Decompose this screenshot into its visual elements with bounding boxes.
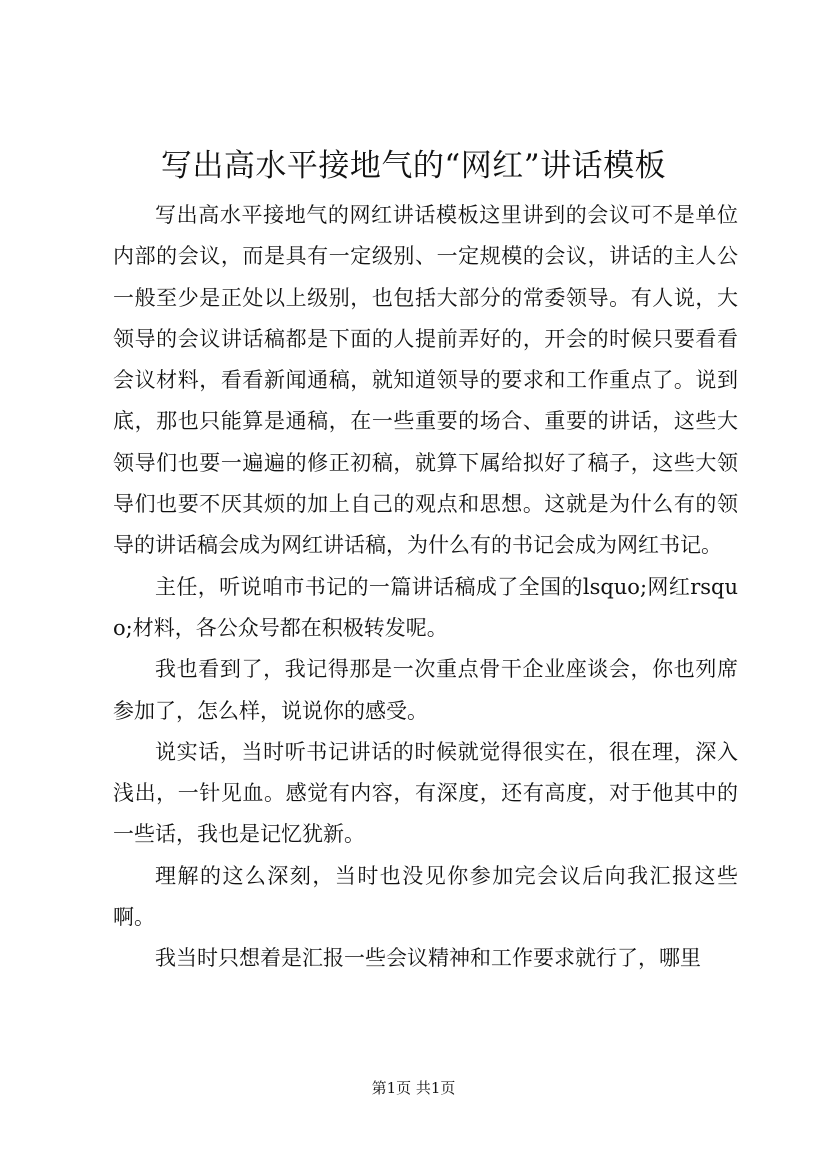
document-body <box>113 195 738 980</box>
paragraph: 主任，听说咱市书记的一篇讲话稿成了全国的lsquo;网红rsquo;材料，各公众号都在积极转发呢。 <box>113 574 738 640</box>
page-footer: 第1页 共1页 <box>371 1079 456 1097</box>
paragraph: 我也看到了，我记得那是一次重点骨干企业座谈会，你也列席参加了，怎么样，说说你的感受。 <box>113 657 738 723</box>
paragraph: 说实话，当时听书记讲话的时候就觉得很实在，很在理，深入浅出，一针见血。感觉有内容，有深度，还有高度，对于他其中的一些话，我也是记忆犹新。 <box>113 739 738 847</box>
paragraph: 写出高水平接地气的网红讲话模板这里讲到的会议可不是单位内部的会议，而是具有一定级别、一定规模的会议，讲话的主人公一般至少是正处以上级别，也包括大部分的常委领导。有人说，大领导的会议讲话稿都是下面的人提前弄好的，开会的时候只要看看会议材料，看看新闻通稿，就知道领导的要求和工作重点了。说到底，那也只能算是通稿，在一些重要的场合、重要的讲话，这些大领导们也要一遍遍的修正初稿，就算下属给拟好了稿子，这些大领导们也要不厌其烦的加上自己的观点和思想。这就是为什么有的领导的讲话稿会成为网红讲话稿，为什么有的书记会成为网红书记。 <box>113 203 738 558</box>
document-title: 写出高水平接地气的“网红”讲话模板 <box>160 148 667 184</box>
paragraph: 我当时只想着是汇报一些会议精神和工作要求就行了，哪里 <box>155 946 701 971</box>
paragraph: 理解的这么深刻，当时也没见你参加完会议后向我汇报这些啊。 <box>113 863 738 930</box>
